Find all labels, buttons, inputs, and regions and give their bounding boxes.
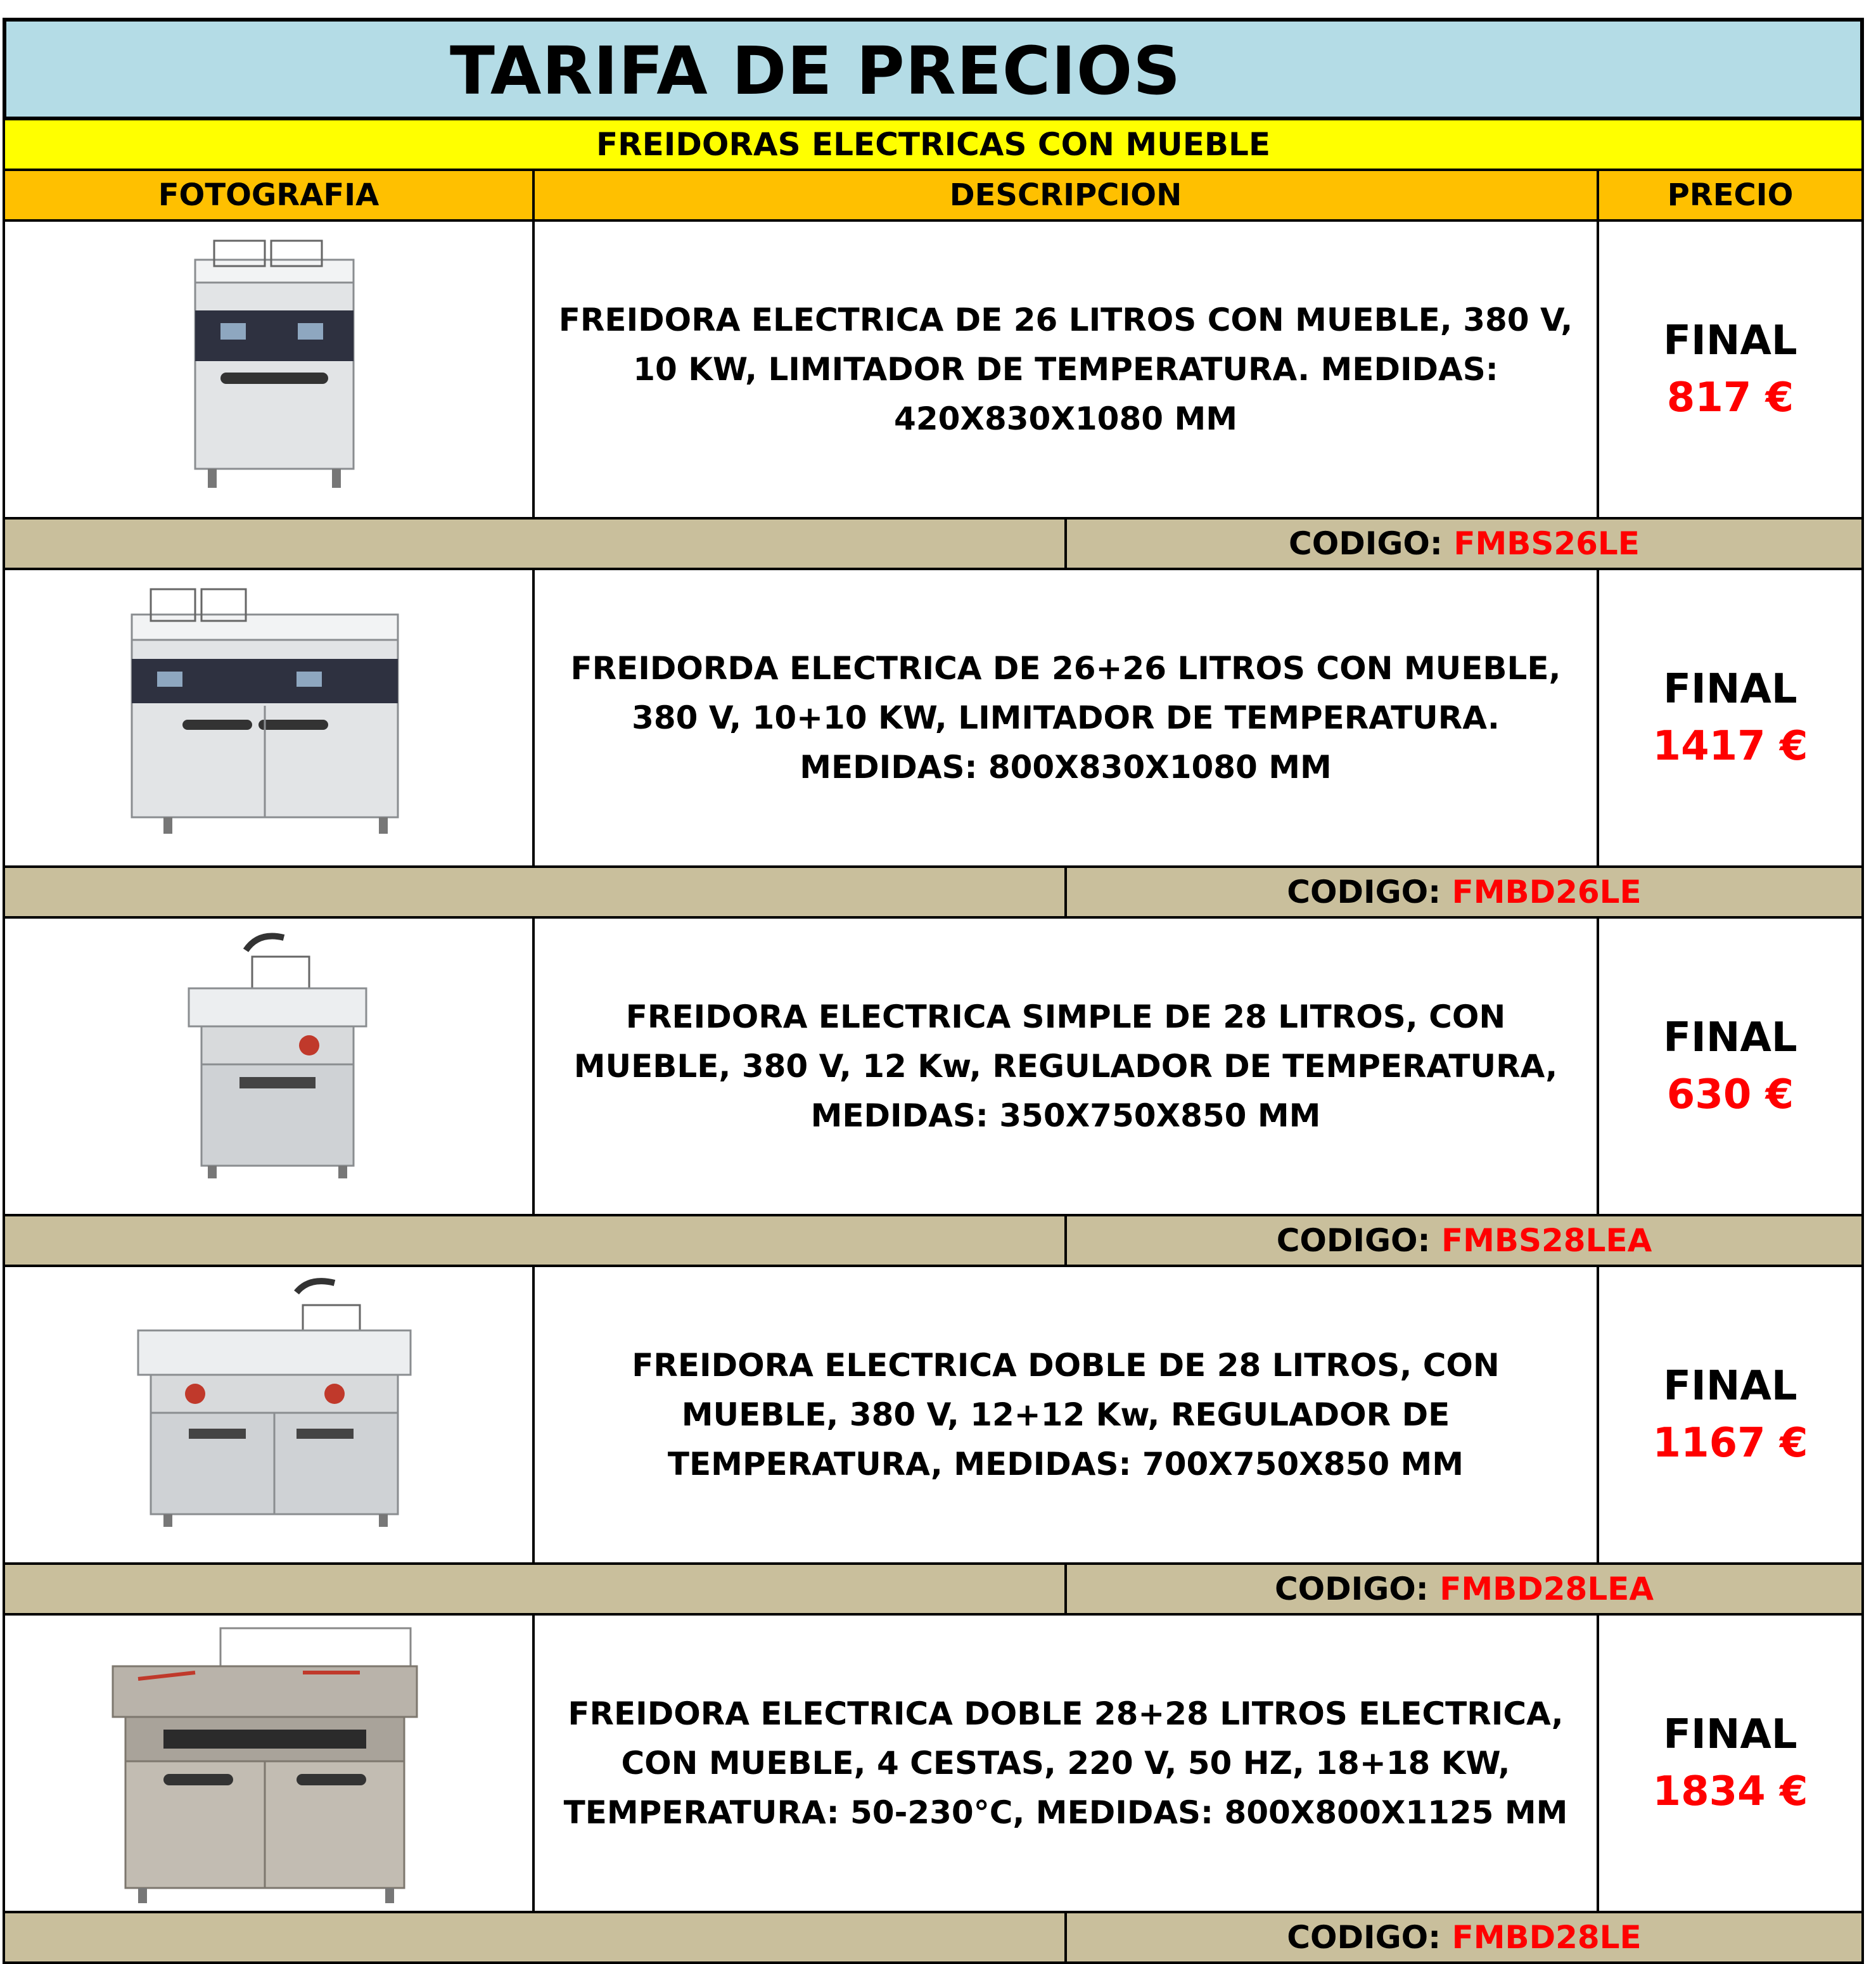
product-row [3,919,1864,1267]
product-description: FREIDORA ELECTRICA DE 26 LITROS CON MUEBLE, 380 V, 10 KW, LIMITADOR DE TEMPERATURA. MEDIDAS: 420X830X1080 MM [558,302,1573,437]
double-fryer-image [5,1616,537,1913]
title-bar [3,18,1864,120]
product-code-cell [1067,1913,1864,1964]
code-label: CODIGO: [1289,525,1443,562]
product-description-cell [535,570,1599,868]
product-code-cell [1067,1565,1864,1616]
product-code-cell [1067,520,1864,570]
product-price-cell [1599,222,1864,520]
price-value: 1834 € [1652,1768,1808,1815]
product-description: FREIDORDA ELECTRICA DE 26+26 LITROS CON MUEBLE, 380 V, 10+10 KW, LIMITADOR DE TEMPERATURA. MEDIDAS: 800X830X1080 MM [570,650,1561,786]
single-fryer-image [5,222,537,520]
product-row [3,1267,1864,1616]
price-label: FINAL [1663,1711,1797,1758]
price-value: 630 € [1666,1071,1794,1118]
product-code: FMBS26LE [1453,525,1640,562]
product-photo-cell [3,570,535,868]
product-code: FMBD28LE [1452,1919,1642,1956]
code-spacer [3,1913,1067,1964]
product-code: FMBD28LEA [1439,1571,1654,1607]
product-description-cell [535,1616,1599,1913]
column-header-photo: FOTOGRAFIA [3,171,535,222]
price-label: FINAL [1663,1363,1797,1410]
product-code-cell [1067,868,1864,919]
product-description: FREIDORA ELECTRICA DOBLE DE 28 LITROS, CON MUEBLE, 380 V, 12+12 Kw, REGULADOR DE TEMPERATURA, MEDIDAS: 700X750X850 MM [632,1347,1500,1483]
product-description: FREIDORA ELECTRICA SIMPLE DE 28 LITROS, CON MUEBLE, 380 V, 12 Kw, REGULADOR DE TEMPERATURA, MEDIDAS: 350X750X850 MM [573,998,1558,1134]
section-header: FREIDORAS ELECTRICAS CON MUEBLE [3,120,1864,171]
product-photo-cell [3,1616,535,1913]
product-photo-cell [3,1267,535,1565]
code-label: CODIGO: [1287,1919,1441,1956]
price-label: FINAL [1663,317,1797,364]
product-description-cell [535,222,1599,520]
product-price-cell [1599,919,1864,1216]
code-label: CODIGO: [1274,1571,1429,1607]
double-fryer-image [5,570,537,868]
product-row [3,570,1864,919]
price-label: FINAL [1663,1014,1797,1061]
product-price-cell [1599,1267,1864,1565]
code-spacer [3,868,1067,919]
product-code-cell [1067,1216,1864,1267]
page-title: TARIFA DE PRECIOS [450,32,1182,110]
price-value: 1167 € [1652,1420,1808,1467]
column-header-description: DESCRIPCION [535,171,1599,222]
code-spacer [3,520,1067,570]
price-value: 817 € [1666,374,1794,421]
code-spacer [3,1565,1067,1616]
code-label: CODIGO: [1276,1222,1431,1259]
code-label: CODIGO: [1287,874,1441,910]
product-row [3,1616,1864,1964]
single-fryer-image [5,919,537,1216]
code-spacer [3,1216,1067,1267]
product-price-cell [1599,570,1864,868]
product-code: FMBS28LEA [1441,1222,1652,1259]
column-header-price: PRECIO [1599,171,1864,222]
product-photo-cell [3,919,535,1216]
price-label: FINAL [1663,666,1797,713]
product-description-cell [535,1267,1599,1565]
price-value: 1417 € [1652,723,1808,770]
product-description-cell [535,919,1599,1216]
product-code: FMBD26LE [1452,874,1642,910]
product-description: FREIDORA ELECTRICA DOBLE 28+28 LITROS ELECTRICA, CON MUEBLE, 4 CESTAS, 220 V, 50 HZ, 18+18 KW, TEMPERATURA: 50-230°C, MEDIDAS: 800X800X1125 MM [563,1695,1568,1831]
double-fryer-image [5,1267,537,1565]
product-price-cell [1599,1616,1864,1913]
product-row [3,222,1864,570]
product-photo-cell [3,222,535,520]
